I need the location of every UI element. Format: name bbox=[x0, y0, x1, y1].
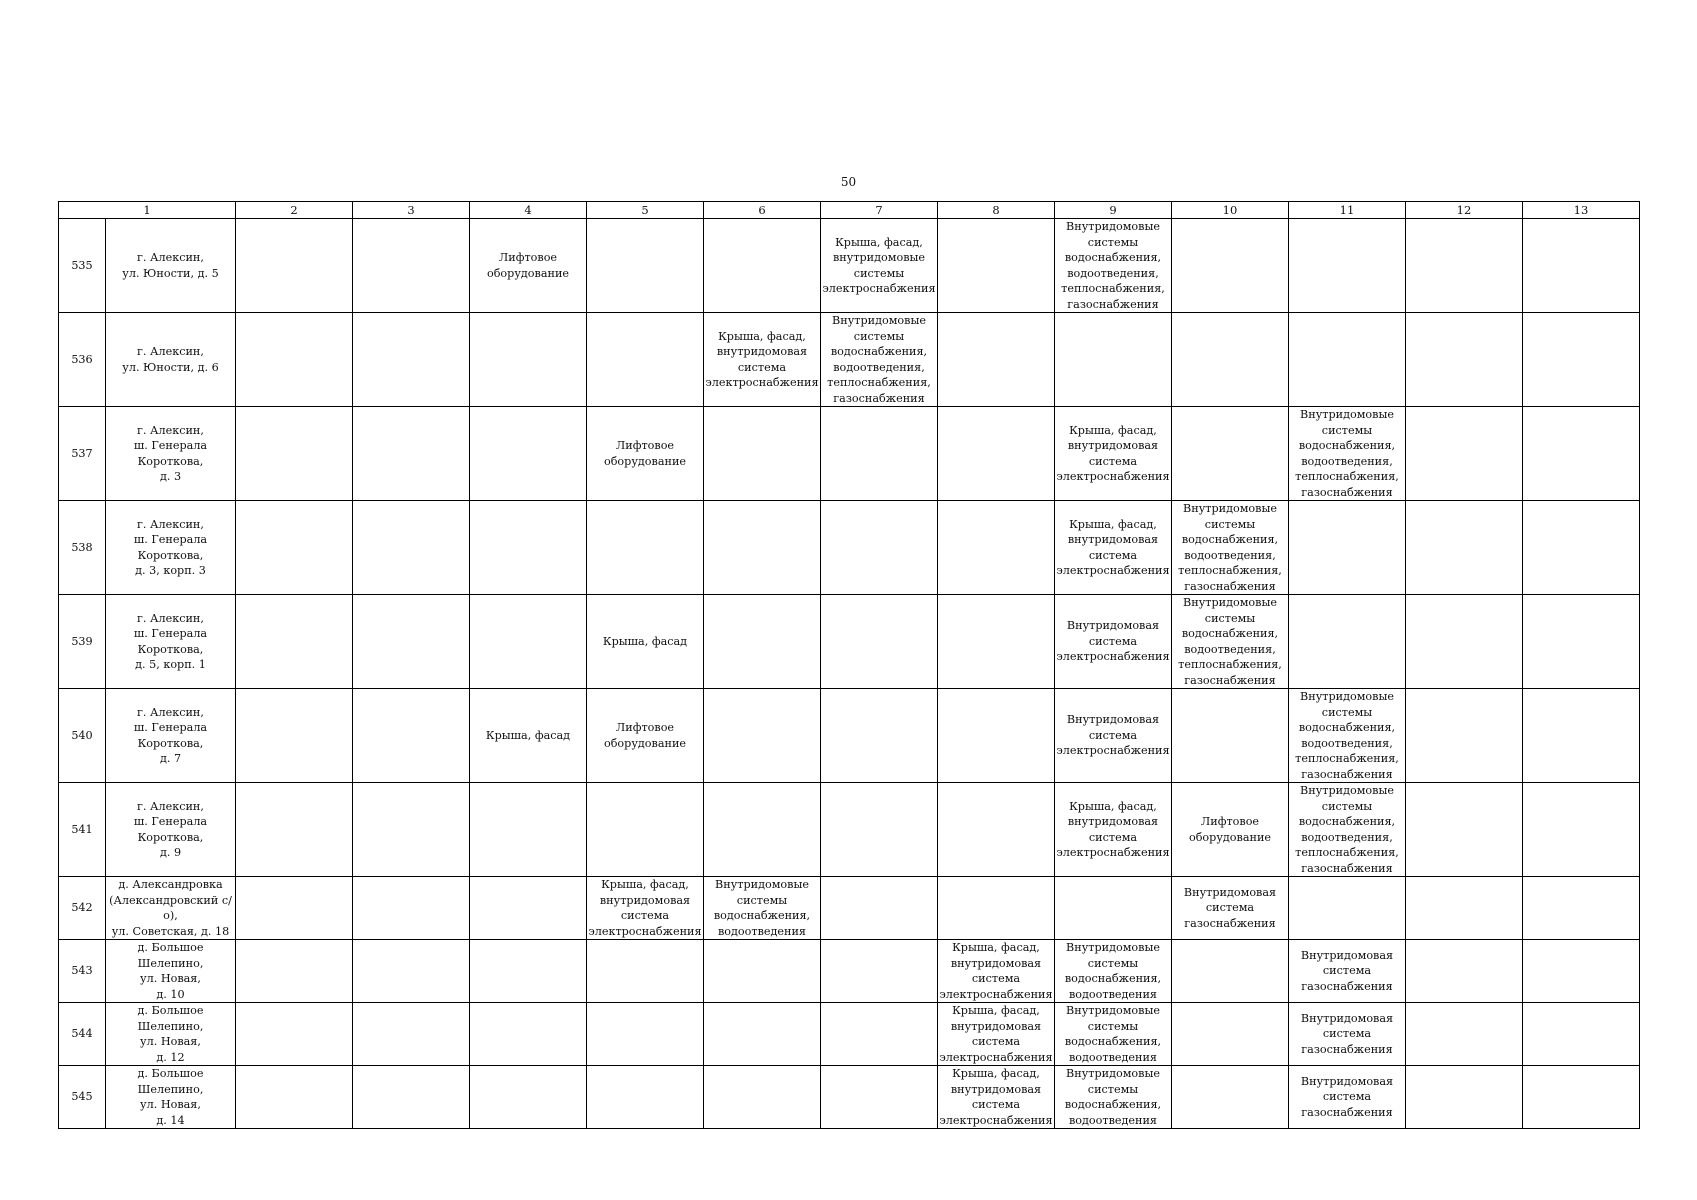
work-type-cell bbox=[1289, 595, 1406, 689]
address-text: г. Алексин, ул. Юности, д. 6 bbox=[122, 345, 219, 374]
work-type-cell bbox=[470, 1003, 587, 1066]
address-cell bbox=[106, 407, 236, 501]
row-number-cell: 537 bbox=[59, 407, 106, 501]
column-number-cell: 1 bbox=[59, 202, 236, 219]
work-type-cell bbox=[470, 689, 587, 783]
table-row bbox=[59, 940, 1640, 1003]
table-row bbox=[59, 595, 1640, 689]
work-type-cell bbox=[1406, 1003, 1523, 1066]
work-type-cell bbox=[470, 940, 587, 1003]
row-number-cell: 541 bbox=[59, 783, 106, 877]
work-type-text: Крыша, фасад bbox=[602, 634, 688, 648]
work-type-text: Внутридомовые системы водоснабжения, водоотведения, теплоснабжения, газоснабжения bbox=[1295, 408, 1399, 499]
work-type-cell bbox=[587, 689, 704, 783]
column-number-cell: 12 bbox=[1406, 202, 1523, 219]
work-type-cell bbox=[1289, 1003, 1406, 1066]
address-text: д. Большое Шелепино, ул. Новая, д. 10 bbox=[137, 941, 204, 1001]
column-number-cell: 8 bbox=[938, 202, 1055, 219]
column-number-cell: 6 bbox=[704, 202, 821, 219]
work-type-text: Внутридомовые системы водоснабжения, водоотведения bbox=[1064, 1004, 1162, 1064]
work-type-text: Крыша, фасад, внутридомовая система электроснабжения bbox=[939, 1067, 1053, 1127]
row-number-cell: 544 bbox=[59, 1003, 106, 1066]
work-type-text: Внутридомовые системы водоснабжения, водоотведения, теплоснабжения, газоснабжения bbox=[827, 314, 931, 405]
work-type-cell bbox=[938, 1003, 1055, 1066]
work-type-cell bbox=[1406, 689, 1523, 783]
work-type-cell bbox=[821, 783, 938, 877]
work-type-cell bbox=[1289, 940, 1406, 1003]
address-cell bbox=[106, 1003, 236, 1066]
row-number-cell: 543 bbox=[59, 940, 106, 1003]
work-type-cell bbox=[470, 313, 587, 407]
work-type-cell bbox=[1523, 313, 1640, 407]
column-number-cell: 10 bbox=[1172, 202, 1289, 219]
table-row bbox=[59, 877, 1640, 940]
work-type-cell bbox=[938, 783, 1055, 877]
address-text: д. Большое Шелепино, ул. Новая, д. 12 bbox=[137, 1004, 204, 1064]
table-row bbox=[59, 783, 1640, 877]
work-type-cell bbox=[353, 877, 470, 940]
work-type-cell bbox=[236, 1003, 353, 1066]
row-number-cell: 538 bbox=[59, 501, 106, 595]
work-type-text: Крыша, фасад, внутридомовая система электроснабжения bbox=[939, 941, 1053, 1001]
work-type-cell bbox=[353, 689, 470, 783]
column-number-cell: 13 bbox=[1523, 202, 1640, 219]
table-row bbox=[59, 1066, 1640, 1129]
table-row bbox=[59, 689, 1640, 783]
work-type-text: Крыша, фасад, внутридомовая система электроснабжения bbox=[939, 1004, 1053, 1064]
work-type-text: Внутридомовые системы водоснабжения, водоотведения, теплоснабжения, газоснабжения bbox=[1061, 220, 1165, 311]
work-type-cell bbox=[470, 501, 587, 595]
address-cell bbox=[106, 940, 236, 1003]
work-type-cell bbox=[587, 940, 704, 1003]
work-type-cell bbox=[587, 313, 704, 407]
work-type-cell bbox=[1055, 1003, 1172, 1066]
work-type-cell bbox=[938, 407, 1055, 501]
work-type-cell bbox=[704, 1003, 821, 1066]
work-type-cell bbox=[470, 219, 587, 313]
work-type-cell bbox=[1055, 940, 1172, 1003]
work-type-text: Внутридомовая система электроснабжения bbox=[1056, 619, 1170, 664]
work-type-cell bbox=[938, 877, 1055, 940]
work-type-cell bbox=[1055, 1066, 1172, 1129]
work-type-text: Внутридомовая система газоснабжения bbox=[1300, 1074, 1394, 1119]
address-text: д. Большое Шелепино, ул. Новая, д. 14 bbox=[137, 1067, 204, 1127]
work-type-cell bbox=[821, 1003, 938, 1066]
work-type-cell bbox=[236, 1066, 353, 1129]
table-row bbox=[59, 219, 1640, 313]
work-type-text: Внутридомовые системы водоснабжения, водоотведения, теплоснабжения, газоснабжения bbox=[1295, 690, 1399, 781]
work-type-text: Внутридомовая система газоснабжения bbox=[1183, 885, 1277, 930]
work-type-text: Внутридомовая система электроснабжения bbox=[1056, 713, 1170, 758]
work-type-cell bbox=[1055, 783, 1172, 877]
column-number-header-row bbox=[59, 202, 1640, 219]
row-number-cell: 535 bbox=[59, 219, 106, 313]
address-text: г. Алексин, ул. Юности, д. 5 bbox=[122, 251, 219, 280]
work-type-text: Крыша, фасад, внутридомовая система электроснабжения bbox=[1056, 423, 1170, 483]
work-type-cell bbox=[938, 940, 1055, 1003]
column-number-cell: 9 bbox=[1055, 202, 1172, 219]
work-type-cell bbox=[353, 313, 470, 407]
work-type-cell bbox=[704, 689, 821, 783]
address-text: д. Александровка (Александровский с/о), ул. Советская, д. 18 bbox=[109, 878, 232, 938]
work-type-cell bbox=[821, 595, 938, 689]
work-type-cell bbox=[1055, 219, 1172, 313]
work-type-cell bbox=[704, 313, 821, 407]
work-type-cell bbox=[1055, 407, 1172, 501]
work-type-cell bbox=[353, 501, 470, 595]
work-type-cell bbox=[821, 877, 938, 940]
work-type-cell bbox=[704, 407, 821, 501]
work-type-cell bbox=[704, 219, 821, 313]
work-type-cell bbox=[587, 501, 704, 595]
work-type-text: Крыша, фасад, внутридомовая система электроснабжения bbox=[1056, 517, 1170, 577]
address-text: г. Алексин, ш. Генерала Короткова, д. 5, корп. 1 bbox=[133, 611, 208, 671]
address-cell bbox=[106, 501, 236, 595]
work-type-cell bbox=[821, 219, 938, 313]
work-type-text: Крыша, фасад, внутридомовая система электроснабжения bbox=[705, 329, 819, 389]
work-type-cell bbox=[1523, 689, 1640, 783]
row-number-cell: 540 bbox=[59, 689, 106, 783]
work-type-cell bbox=[587, 1066, 704, 1129]
work-type-text: Внутридомовые системы водоснабжения, водоотведения, теплоснабжения, газоснабжения bbox=[1295, 784, 1399, 875]
work-type-cell bbox=[1289, 313, 1406, 407]
work-type-cell bbox=[353, 1003, 470, 1066]
work-type-cell bbox=[1172, 313, 1289, 407]
work-type-cell bbox=[704, 1066, 821, 1129]
work-type-cell bbox=[821, 313, 938, 407]
work-type-cell bbox=[1406, 783, 1523, 877]
address-cell bbox=[106, 595, 236, 689]
column-number-cell: 11 bbox=[1289, 202, 1406, 219]
work-type-cell bbox=[236, 501, 353, 595]
work-type-cell bbox=[587, 1003, 704, 1066]
work-type-cell bbox=[236, 689, 353, 783]
work-type-cell bbox=[1523, 940, 1640, 1003]
work-type-cell bbox=[1289, 1066, 1406, 1129]
work-type-cell bbox=[236, 940, 353, 1003]
address-cell bbox=[106, 877, 236, 940]
work-type-cell bbox=[1172, 1003, 1289, 1066]
column-number-cell: 5 bbox=[587, 202, 704, 219]
work-type-cell bbox=[1289, 877, 1406, 940]
table-row bbox=[59, 501, 1640, 595]
work-type-cell bbox=[1523, 877, 1640, 940]
work-type-text: Внутридомовые системы водоснабжения, водоотведения, теплоснабжения, газоснабжения bbox=[1178, 596, 1282, 687]
work-type-cell bbox=[938, 689, 1055, 783]
work-type-cell bbox=[587, 219, 704, 313]
row-number-cell: 545 bbox=[59, 1066, 106, 1129]
work-type-cell bbox=[821, 689, 938, 783]
work-type-text: Внутридомовая система газоснабжения bbox=[1300, 1011, 1394, 1056]
work-type-text: Лифтовое оборудование bbox=[486, 251, 570, 280]
work-type-cell bbox=[1172, 219, 1289, 313]
work-type-text: Крыша, фасад bbox=[485, 728, 571, 742]
work-type-cell bbox=[704, 783, 821, 877]
work-type-cell bbox=[1406, 501, 1523, 595]
work-type-cell bbox=[1055, 877, 1172, 940]
work-type-cell bbox=[1406, 595, 1523, 689]
column-number-cell: 4 bbox=[470, 202, 587, 219]
work-type-text: Внутридомовая система газоснабжения bbox=[1300, 948, 1394, 993]
work-type-cell bbox=[704, 595, 821, 689]
work-type-cell bbox=[938, 313, 1055, 407]
work-type-cell bbox=[821, 940, 938, 1003]
work-type-cell bbox=[1172, 407, 1289, 501]
work-type-cell bbox=[1172, 783, 1289, 877]
work-type-cell bbox=[1172, 1066, 1289, 1129]
work-type-cell bbox=[1523, 407, 1640, 501]
work-type-cell bbox=[1406, 877, 1523, 940]
work-type-text: Крыша, фасад, внутридомовые системы электроснабжения bbox=[822, 235, 936, 295]
work-type-cell bbox=[353, 595, 470, 689]
work-type-cell bbox=[1523, 595, 1640, 689]
work-type-cell bbox=[353, 219, 470, 313]
work-type-cell bbox=[1523, 1066, 1640, 1129]
row-number-cell: 536 bbox=[59, 313, 106, 407]
work-type-cell bbox=[587, 595, 704, 689]
work-type-cell bbox=[236, 313, 353, 407]
work-type-cell bbox=[353, 783, 470, 877]
work-type-text: Внутридомовые системы водоснабжения, водоотведения bbox=[713, 878, 811, 938]
work-type-cell bbox=[1523, 783, 1640, 877]
address-cell bbox=[106, 1066, 236, 1129]
address-text: г. Алексин, ш. Генерала Короткова, д. 9 bbox=[133, 799, 208, 859]
work-type-cell bbox=[470, 783, 587, 877]
work-type-cell bbox=[821, 407, 938, 501]
work-type-cell bbox=[1055, 313, 1172, 407]
work-type-cell bbox=[1289, 783, 1406, 877]
work-type-cell bbox=[1172, 877, 1289, 940]
work-type-text: Крыша, фасад, внутридомовая система электроснабжения bbox=[1056, 799, 1170, 859]
work-type-text: Лифтовое оборудование bbox=[1188, 815, 1272, 844]
work-type-cell bbox=[236, 407, 353, 501]
work-type-cell bbox=[236, 219, 353, 313]
work-type-cell bbox=[1055, 595, 1172, 689]
work-type-cell bbox=[236, 783, 353, 877]
work-type-text: Лифтовое оборудование bbox=[603, 439, 687, 468]
work-type-cell bbox=[1406, 407, 1523, 501]
table-row bbox=[59, 407, 1640, 501]
work-type-cell bbox=[1289, 689, 1406, 783]
work-type-text: Крыша, фасад, внутридомовая система электроснабжения bbox=[588, 878, 702, 938]
work-type-cell bbox=[1523, 219, 1640, 313]
row-number-cell: 539 bbox=[59, 595, 106, 689]
address-cell bbox=[106, 689, 236, 783]
work-type-cell bbox=[1406, 219, 1523, 313]
work-type-cell bbox=[470, 877, 587, 940]
address-cell bbox=[106, 313, 236, 407]
work-type-cell bbox=[1523, 1003, 1640, 1066]
work-type-cell bbox=[938, 501, 1055, 595]
work-type-cell bbox=[821, 1066, 938, 1129]
work-type-text: Внутридомовые системы водоснабжения, водоотведения, теплоснабжения, газоснабжения bbox=[1178, 502, 1282, 593]
work-type-cell bbox=[704, 501, 821, 595]
work-type-cell bbox=[704, 877, 821, 940]
work-type-cell bbox=[938, 219, 1055, 313]
work-type-text: Внутридомовые системы водоснабжения, водоотведения bbox=[1064, 1067, 1162, 1127]
work-type-cell bbox=[938, 595, 1055, 689]
work-type-cell bbox=[1523, 501, 1640, 595]
column-number-cell: 7 bbox=[821, 202, 938, 219]
work-type-cell bbox=[1172, 689, 1289, 783]
address-text: г. Алексин, ш. Генерала Короткова, д. 3 bbox=[133, 423, 208, 483]
work-type-cell bbox=[236, 595, 353, 689]
work-type-cell bbox=[1289, 407, 1406, 501]
work-type-cell bbox=[1289, 219, 1406, 313]
work-type-cell bbox=[938, 1066, 1055, 1129]
work-type-cell bbox=[353, 940, 470, 1003]
work-type-cell bbox=[1406, 313, 1523, 407]
work-type-cell bbox=[1289, 501, 1406, 595]
work-type-cell bbox=[470, 1066, 587, 1129]
column-number-cell: 2 bbox=[236, 202, 353, 219]
address-text: г. Алексин, ш. Генерала Короткова, д. 3, корп. 3 bbox=[133, 517, 208, 577]
work-type-cell bbox=[1172, 940, 1289, 1003]
repair-schedule-table bbox=[58, 201, 1640, 1129]
address-cell bbox=[106, 783, 236, 877]
work-type-cell bbox=[587, 783, 704, 877]
table-row bbox=[59, 1003, 1640, 1066]
work-type-cell bbox=[470, 407, 587, 501]
work-type-cell bbox=[236, 877, 353, 940]
work-type-cell bbox=[1055, 689, 1172, 783]
work-type-cell bbox=[587, 877, 704, 940]
work-type-cell bbox=[1406, 940, 1523, 1003]
address-cell bbox=[106, 219, 236, 313]
work-type-cell bbox=[704, 940, 821, 1003]
work-type-cell bbox=[821, 501, 938, 595]
work-type-cell bbox=[353, 1066, 470, 1129]
row-number-cell: 542 bbox=[59, 877, 106, 940]
page-number: 50 bbox=[840, 175, 857, 189]
work-type-text: Лифтовое оборудование bbox=[603, 721, 687, 750]
work-type-cell bbox=[353, 407, 470, 501]
work-type-cell bbox=[1406, 1066, 1523, 1129]
work-type-cell bbox=[1172, 595, 1289, 689]
address-text: г. Алексин, ш. Генерала Короткова, д. 7 bbox=[133, 705, 208, 765]
work-type-cell bbox=[1172, 501, 1289, 595]
work-type-cell bbox=[1055, 501, 1172, 595]
work-type-cell bbox=[470, 595, 587, 689]
table-body bbox=[59, 202, 1640, 1129]
work-type-cell bbox=[587, 407, 704, 501]
work-type-text: Внутридомовые системы водоснабжения, водоотведения bbox=[1064, 941, 1162, 1001]
column-number-cell: 3 bbox=[353, 202, 470, 219]
table-row bbox=[59, 313, 1640, 407]
